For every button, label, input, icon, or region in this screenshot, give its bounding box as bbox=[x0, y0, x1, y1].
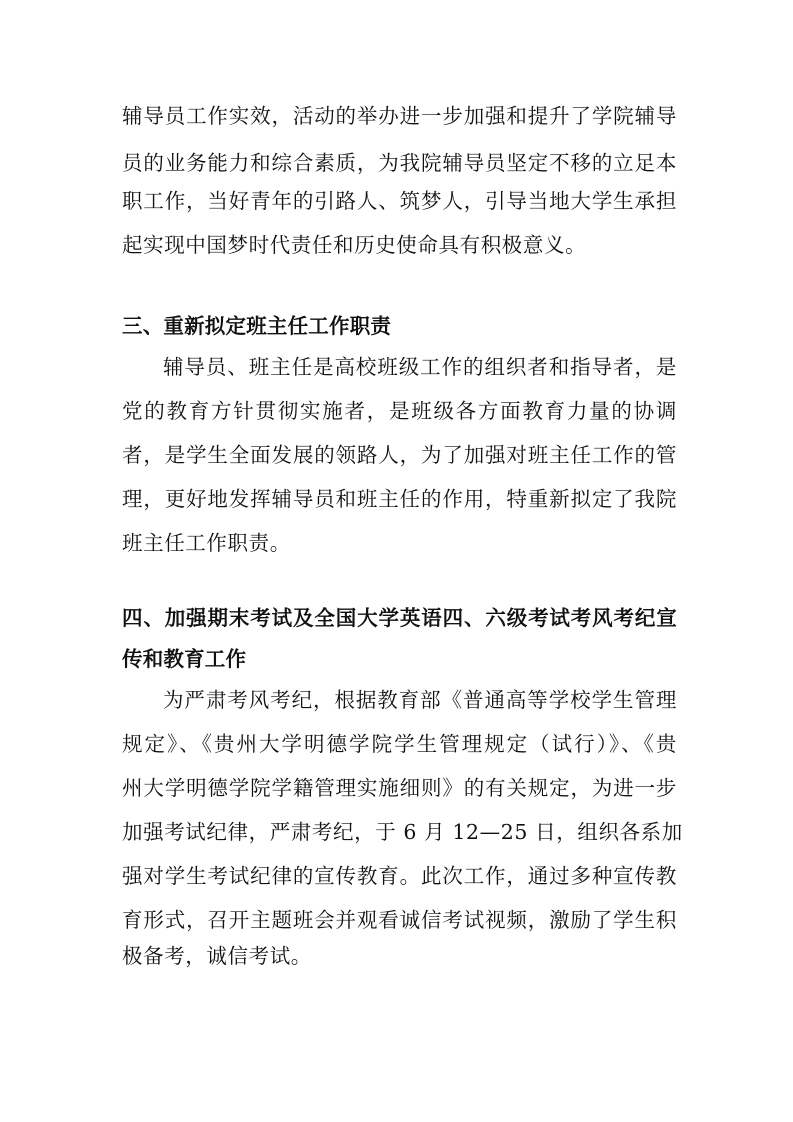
paragraph-line: 班主任工作职责。 bbox=[122, 531, 291, 555]
paragraph-line: 强对学生考试纪律的宣传教育。此次工作，通过多种宣传教 bbox=[122, 864, 677, 888]
paragraph-line: 起实现中国梦时代责任和历史使命具有积极意义。 bbox=[122, 233, 587, 257]
paragraph-line: 员的业务能力和综合素质，为我院辅导员坚定不移的立足本 bbox=[122, 151, 677, 175]
section-heading-three: 三、重新拟定班主任工作职责 bbox=[122, 314, 392, 338]
paragraph-line: 州大学明德学院学籍管理实施细则》的有关规定，为进一步 bbox=[122, 776, 677, 800]
paragraph-line: 加强考试纪律，严肃考纪，于 6 月 12—25 日，组织各系加 bbox=[122, 820, 683, 844]
paragraph-line: 者，是学生全面发展的领路人，为了加强对班主任工作的管 bbox=[122, 443, 677, 467]
paragraph-line: 辅导员工作实效，活动的举办进一步加强和提升了学院辅导 bbox=[122, 104, 677, 128]
paragraph-line: 极备考，诚信考试。 bbox=[122, 944, 312, 968]
section-heading-four: 传和教育工作 bbox=[122, 647, 247, 671]
paragraph-line: 为严肃考风考纪，根据教育部《普通高等学校学生管理 bbox=[163, 688, 677, 712]
paragraph-line: 党的教育方针贯彻实施者，是班级各方面教育力量的协调 bbox=[122, 399, 677, 423]
paragraph-line: 育形式，召开主题班会并观看诚信考试视频，激励了学生积 bbox=[122, 908, 677, 932]
section-heading-four: 四、加强期末考试及全国大学英语四、六级考试考风考纪宣 bbox=[122, 606, 677, 630]
paragraph-line: 职工作，当好青年的引路人、筑梦人，引导当地大学生承担 bbox=[122, 189, 677, 213]
paragraph-line: 理，更好地发挥辅导员和班主任的作用，特重新拟定了我院 bbox=[122, 487, 677, 511]
paragraph-line: 辅导员、班主任是高校班级工作的组织者和指导者，是 bbox=[163, 355, 677, 379]
paragraph-line: 规定》、《贵州大学明德学院学生管理规定（试行）》、《贵 bbox=[122, 732, 677, 756]
